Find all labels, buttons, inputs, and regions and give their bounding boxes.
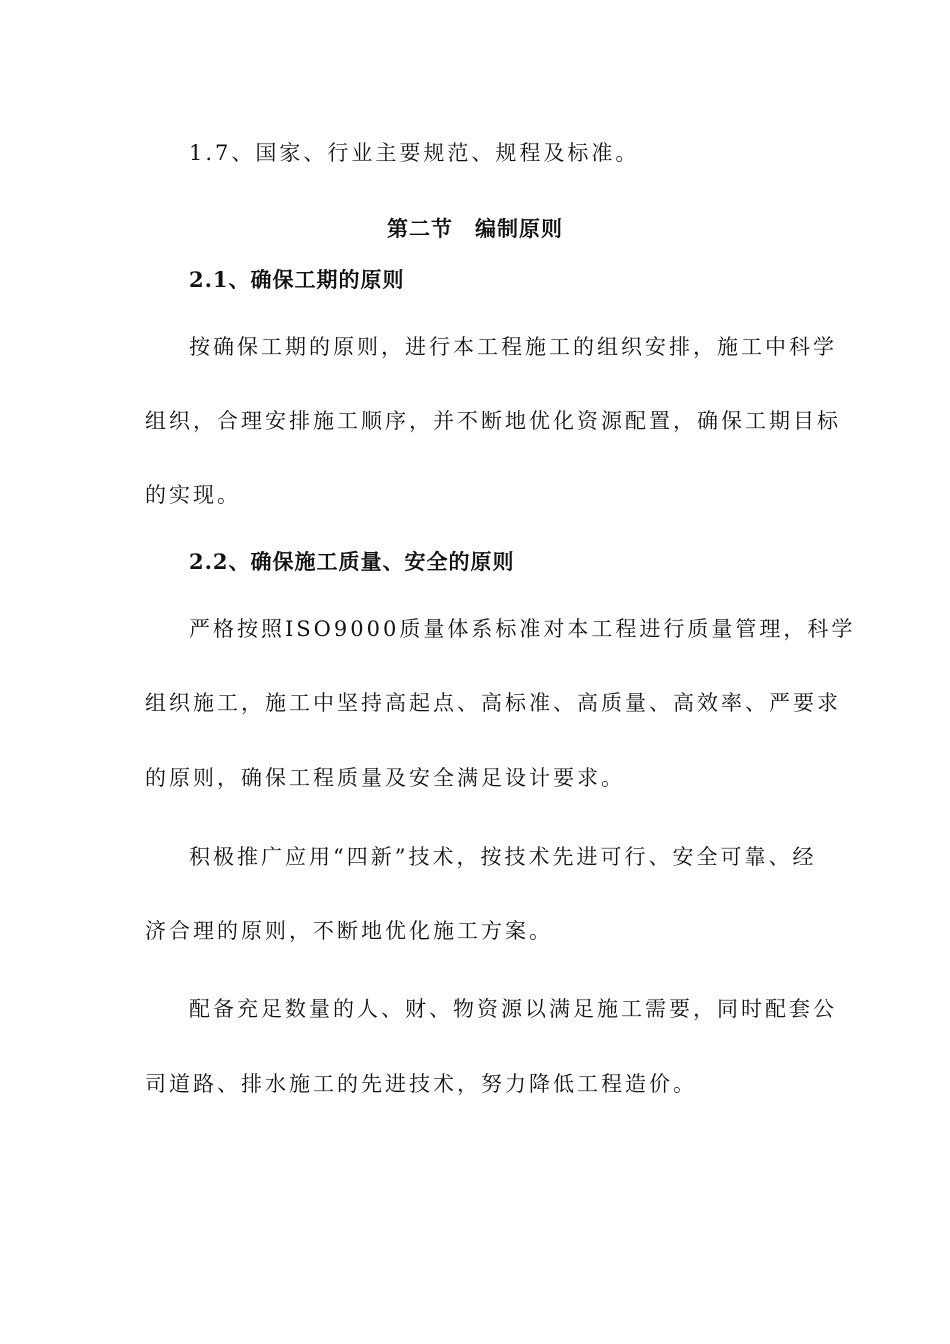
paragraph-line: 组织施工，施工中坚持高起点、高标准、高质量、高效率、严要求 (145, 691, 841, 715)
paragraph-line: 济合理的原则，不断地优化施工方案。 (145, 919, 553, 943)
subsection-heading-2-1: 2.1、确保工期的原则 (189, 267, 405, 292)
paragraph-line: 司道路、排水施工的先进技术，努力降低工程造价。 (145, 1072, 697, 1096)
section-title: 第二节 编制原则 (387, 216, 563, 241)
paragraph-line: 配备充足数量的人、财、物资源以满足施工需要，同时配套公 (189, 997, 837, 1021)
paragraph-line: 的原则，确保工程质量及安全满足设计要求。 (145, 766, 625, 790)
paragraph-line: 积极推广应用“四新”技术，按技术先进可行、安全可靠、经 (189, 845, 817, 869)
paragraph-line: 组织，合理安排施工顺序，并不断地优化资源配置，确保工期目标 (145, 409, 841, 433)
paragraph-line: 的实现。 (145, 483, 241, 507)
intro-item-1-7: 1.7、国家、行业主要规范、规程及标准。 (189, 141, 640, 165)
paragraph-line: 严格按照ISO9000质量体系标准对本工程进行质量管理，科学 (189, 617, 856, 641)
subsection-heading-2-2: 2.2、确保施工质量、安全的原则 (189, 549, 515, 574)
paragraph-line: 按确保工期的原则，进行本工程施工的组织安排，施工中科学 (189, 335, 837, 359)
